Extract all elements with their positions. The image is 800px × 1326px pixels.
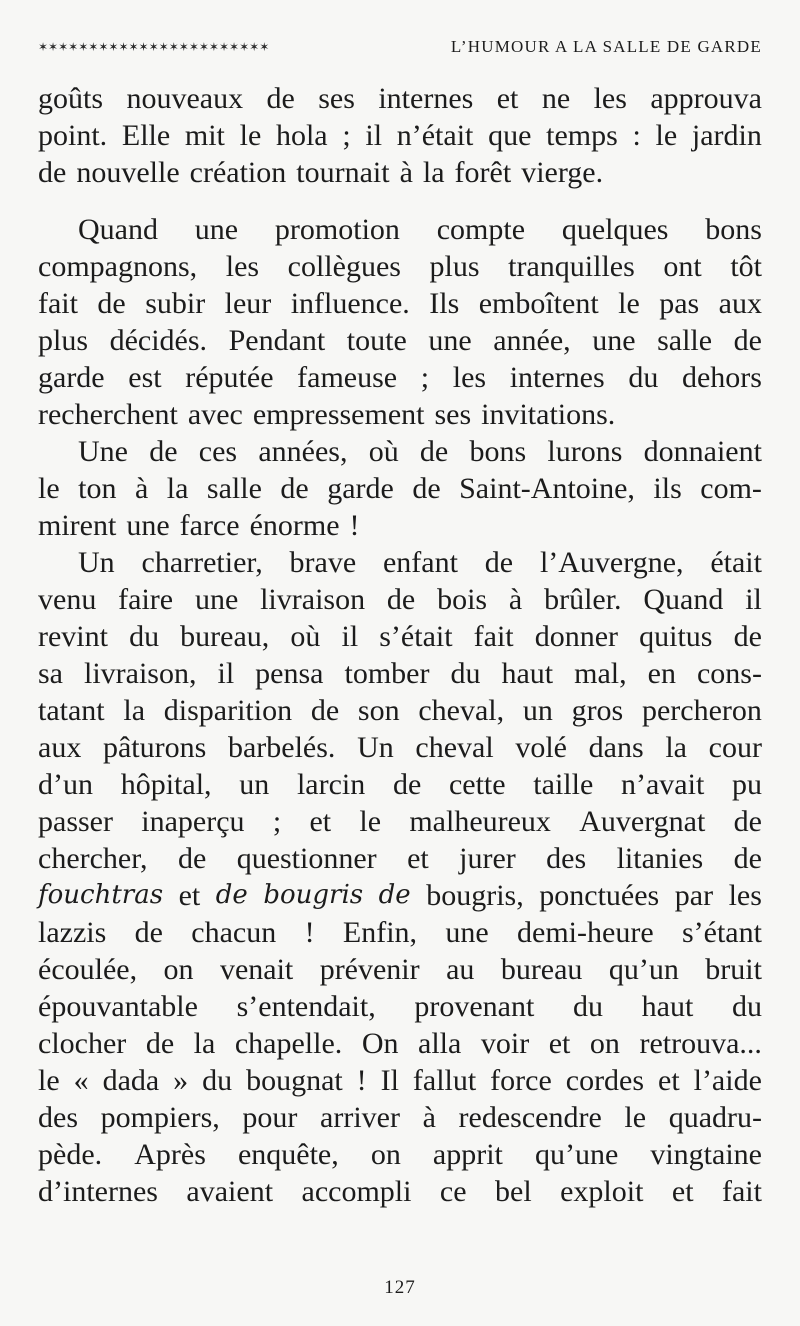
- word: et: [548, 1027, 571, 1060]
- text-line: [38, 470, 762, 507]
- word: et: [178, 879, 201, 912]
- word: fameuse: [297, 361, 398, 394]
- word: fait: [473, 620, 514, 653]
- word: de: [145, 1027, 175, 1060]
- word: de: [386, 583, 416, 616]
- word: demi-heure: [517, 916, 654, 949]
- text-line: [38, 322, 762, 359]
- word: tranquilles: [508, 250, 635, 283]
- word: énorme: [249, 509, 340, 542]
- word: recherchent: [38, 398, 178, 431]
- word: s’étant: [681, 916, 762, 949]
- text-line: [38, 618, 762, 655]
- word: goûts: [38, 82, 104, 115]
- word: son: [357, 694, 400, 727]
- word: plus: [429, 250, 480, 283]
- word: année,: [493, 324, 571, 357]
- word: nouvelle: [76, 156, 180, 189]
- word: garde: [327, 472, 394, 505]
- word: le: [239, 119, 262, 152]
- word: est: [128, 361, 162, 394]
- word: des: [38, 1101, 78, 1134]
- word: bons: [705, 213, 762, 246]
- word: et: [658, 1064, 680, 1097]
- word: bougris,: [426, 879, 524, 912]
- text-line: [38, 766, 762, 803]
- word: com-: [700, 472, 762, 505]
- word: donnaient: [643, 435, 762, 468]
- word: création: [189, 156, 287, 189]
- word: un: [239, 768, 270, 801]
- word: à: [134, 472, 149, 505]
- word: d’un: [38, 768, 93, 801]
- word: du: [450, 657, 481, 690]
- word: salle: [657, 324, 713, 357]
- word: influence.: [290, 287, 410, 320]
- word: bel: [495, 1175, 532, 1208]
- word: ces: [198, 435, 238, 468]
- page-number: 127: [384, 1277, 416, 1298]
- word: mit: [184, 119, 225, 152]
- word: farce: [179, 509, 240, 542]
- word: subir: [145, 287, 206, 320]
- word: mal,: [574, 657, 627, 690]
- word: de: [266, 82, 295, 115]
- ornament-border: ✶✶✶✶✶✶✶✶✶✶✶✶✶✶✶✶✶✶✶✶✶✶✶: [38, 40, 270, 54]
- word: de: [97, 287, 126, 320]
- word: fait: [722, 1175, 762, 1208]
- word: de: [310, 694, 340, 727]
- word: promotion: [274, 213, 400, 246]
- word: n’avait: [620, 768, 705, 801]
- word: livraison,: [84, 657, 197, 690]
- word: en: [647, 657, 676, 690]
- word: de: [134, 916, 163, 949]
- word: une: [592, 324, 636, 357]
- word: du: [731, 990, 762, 1023]
- word: jurer: [459, 842, 516, 875]
- word: cons-: [696, 657, 762, 690]
- word: pu: [731, 768, 762, 801]
- word: toute: [346, 324, 407, 357]
- word: de: [733, 842, 762, 875]
- word: litanies: [616, 842, 704, 875]
- word: au: [446, 953, 475, 986]
- word: bons: [469, 435, 527, 468]
- word: à: [422, 1101, 436, 1134]
- word: Une: [78, 435, 128, 468]
- word: arriver: [320, 1101, 400, 1134]
- word: pas: [659, 287, 700, 320]
- text-line: [38, 988, 762, 1025]
- word: la: [422, 156, 445, 189]
- text-line: [38, 877, 762, 914]
- word: d’internes: [38, 1175, 158, 1208]
- text-line: [38, 285, 762, 322]
- word: :: [632, 119, 641, 152]
- word: point.: [38, 119, 108, 152]
- word: le: [38, 472, 60, 505]
- text-line: [38, 914, 762, 951]
- word: Quand: [643, 583, 724, 616]
- word: de: [419, 435, 449, 468]
- word: cheval,: [418, 694, 505, 727]
- paragraph: [38, 211, 762, 433]
- word: Elle: [121, 119, 171, 152]
- word: ils: [653, 472, 682, 505]
- word: temps: [546, 119, 618, 152]
- word: exploit: [560, 1175, 644, 1208]
- word: il: [745, 583, 762, 616]
- word: à: [399, 156, 413, 189]
- word: haut: [641, 990, 694, 1023]
- word: Ils: [429, 287, 460, 320]
- text-line: [38, 248, 762, 285]
- word: vierge.: [521, 156, 604, 189]
- word: que: [488, 119, 532, 152]
- word: retrouva...: [639, 1027, 762, 1060]
- word: bureau,: [180, 620, 270, 653]
- italic-word: de: [215, 880, 248, 910]
- text-line: [38, 1025, 762, 1062]
- word: cour: [708, 731, 762, 764]
- italic-word: fouchtras: [38, 880, 164, 910]
- word: cheval: [415, 731, 494, 764]
- word: où: [290, 620, 321, 653]
- word: ton: [78, 472, 117, 505]
- word: enfant: [382, 546, 458, 579]
- word: un: [522, 694, 553, 727]
- word: force: [490, 1064, 552, 1097]
- word: tomber: [344, 657, 430, 690]
- word: une: [194, 213, 239, 246]
- word: internes: [378, 82, 474, 115]
- text-line: [38, 544, 762, 581]
- word: chercher,: [38, 842, 148, 875]
- word: avaient: [186, 1175, 274, 1208]
- word: clocher: [38, 1027, 127, 1060]
- word: enquête,: [237, 1138, 339, 1171]
- word: des: [546, 842, 587, 875]
- word: accompli: [301, 1175, 412, 1208]
- word: il: [365, 119, 383, 152]
- word: charretier,: [141, 546, 263, 579]
- word: aux: [38, 731, 82, 764]
- word: le: [655, 119, 678, 152]
- word: ses: [318, 82, 355, 115]
- italic-word: de: [378, 880, 411, 910]
- text-line: [38, 951, 762, 988]
- word: leur: [224, 287, 272, 320]
- word: du: [202, 1064, 233, 1097]
- word: Enfin,: [342, 916, 418, 949]
- word: le: [38, 1064, 60, 1097]
- word: quelques: [561, 213, 669, 246]
- word: pensa: [255, 657, 324, 690]
- running-head: [38, 34, 762, 60]
- word: inaperçu: [141, 805, 245, 838]
- word: bougnat: [246, 1064, 343, 1097]
- word: Quand: [78, 213, 158, 246]
- paragraph: [38, 433, 762, 544]
- word: la: [665, 731, 687, 764]
- word: il: [217, 657, 235, 690]
- word: ne: [541, 82, 571, 115]
- word: apprit: [432, 1138, 503, 1171]
- word: on: [370, 1138, 401, 1171]
- word: chacun: [191, 916, 277, 949]
- word: barbelés.: [227, 731, 336, 764]
- word: empressement: [252, 398, 425, 431]
- word: la: [193, 1027, 216, 1060]
- body-text: [38, 80, 762, 1210]
- word: dada: [102, 1064, 160, 1097]
- word: Il: [380, 1064, 399, 1097]
- text-line: [38, 1136, 762, 1173]
- word: voir: [480, 1027, 530, 1060]
- word: Saint-Antoine,: [459, 472, 635, 505]
- word: s’entendait,: [236, 990, 376, 1023]
- word: disparition: [163, 694, 293, 727]
- word: brûler.: [544, 583, 622, 616]
- text-line: [38, 359, 762, 396]
- word: une: [194, 583, 239, 616]
- word: !: [349, 509, 360, 542]
- word: avec: [187, 398, 243, 431]
- word: n’était: [396, 119, 474, 152]
- word: de: [149, 435, 178, 468]
- word: hôpital,: [120, 768, 212, 801]
- word: de: [733, 620, 762, 653]
- word: gros: [571, 694, 624, 727]
- word: bruit: [705, 953, 762, 986]
- word: Auvergnat: [579, 805, 706, 838]
- word: bureau: [500, 953, 583, 986]
- word: cette: [448, 768, 506, 801]
- word: quitus: [639, 620, 713, 653]
- word: dehors: [681, 361, 762, 394]
- word: la: [166, 472, 189, 505]
- word: compagnons,: [38, 250, 198, 283]
- word: de: [177, 842, 207, 875]
- text-line: [38, 803, 762, 840]
- word: la: [123, 694, 146, 727]
- word: et: [671, 1175, 694, 1208]
- word: pâturons: [102, 731, 207, 764]
- word: faire: [118, 583, 174, 616]
- word: fallut: [412, 1064, 477, 1097]
- word: à: [508, 583, 523, 616]
- text-line: [38, 1173, 762, 1210]
- word: jardin: [691, 119, 762, 152]
- word: salle: [206, 472, 262, 505]
- word: on: [163, 953, 194, 986]
- text-line: [38, 840, 762, 877]
- word: sa: [38, 657, 63, 690]
- word: Pendant: [228, 324, 326, 357]
- word: approuva: [650, 82, 762, 115]
- text-line: [38, 396, 762, 433]
- word: !: [304, 916, 315, 949]
- word: années,: [258, 435, 348, 468]
- word: larcin: [296, 768, 366, 801]
- word: était: [710, 546, 762, 579]
- italic-word: bougris: [263, 880, 364, 910]
- word: «: [73, 1064, 89, 1097]
- paragraph: [38, 80, 762, 191]
- word: où: [368, 435, 399, 468]
- word: Un: [78, 546, 115, 579]
- word: ce: [439, 1175, 467, 1208]
- word: ponctuées: [539, 879, 660, 912]
- word: les: [225, 250, 260, 283]
- text-line: [38, 117, 762, 154]
- word: internes: [509, 361, 605, 394]
- word: revint: [38, 620, 108, 653]
- word: épouvantable: [38, 990, 198, 1023]
- word: une: [126, 509, 170, 542]
- word: invitations.: [481, 398, 616, 431]
- word: les: [728, 879, 762, 912]
- word: tatant: [38, 694, 105, 727]
- word: les: [593, 82, 627, 115]
- word: l’Auvergne,: [539, 546, 684, 579]
- word: dans: [588, 731, 644, 764]
- word: une: [428, 324, 472, 357]
- word: tôt: [730, 250, 762, 283]
- word: lazzis: [38, 916, 107, 949]
- word: livraison: [260, 583, 366, 616]
- word: provenant: [414, 990, 535, 1023]
- text-line: [38, 692, 762, 729]
- word: l’aide: [693, 1064, 762, 1097]
- word: du: [573, 990, 603, 1023]
- word: de: [38, 156, 67, 189]
- text-line: [38, 729, 762, 766]
- text-line: [38, 1062, 762, 1099]
- word: de: [733, 324, 762, 357]
- word: il: [341, 620, 359, 653]
- running-head-title: L’HUMOUR A LA SALLE DE GARDE: [450, 37, 762, 56]
- word: les: [452, 361, 487, 394]
- word: fait: [38, 287, 78, 320]
- word: le: [624, 1101, 647, 1134]
- word: de: [733, 805, 762, 838]
- word: percheron: [641, 694, 762, 727]
- word: !: [356, 1064, 367, 1097]
- word: On: [361, 1027, 399, 1060]
- word: du: [628, 361, 659, 394]
- word: aux: [718, 287, 762, 320]
- word: pour: [242, 1101, 298, 1134]
- word: et: [407, 842, 429, 875]
- text-line: [38, 154, 762, 191]
- word: garde: [38, 361, 105, 394]
- word: qu’un: [608, 953, 679, 986]
- word: le: [618, 287, 640, 320]
- word: ses: [434, 398, 472, 431]
- text-line: [38, 507, 762, 544]
- word: plus: [38, 324, 89, 357]
- word: s’était: [379, 620, 453, 653]
- word: mirent: [38, 509, 117, 542]
- word: lurons: [547, 435, 623, 468]
- word: décidés.: [109, 324, 208, 357]
- paragraph: [38, 544, 762, 1210]
- word: Après: [134, 1138, 206, 1171]
- word: alla: [418, 1027, 462, 1060]
- word: pède.: [38, 1138, 103, 1171]
- text-line: [38, 655, 762, 692]
- word: on: [589, 1027, 620, 1060]
- text-line: [38, 433, 762, 470]
- word: ;: [420, 361, 430, 394]
- word: taille: [533, 768, 594, 801]
- word: venait: [219, 953, 294, 986]
- word: bois: [437, 583, 488, 616]
- word: ;: [272, 805, 282, 838]
- word: de: [280, 472, 309, 505]
- word: hola: [275, 119, 328, 152]
- word: venu: [38, 583, 97, 616]
- word: de: [484, 546, 514, 579]
- word: compte: [436, 213, 526, 246]
- word: prévenir: [319, 953, 420, 986]
- word: pompiers,: [100, 1101, 220, 1134]
- word: par: [674, 879, 714, 912]
- word: Un: [357, 731, 394, 764]
- word: et: [496, 82, 519, 115]
- word: malheureux: [409, 805, 551, 838]
- word: forêt: [454, 156, 512, 189]
- word: quadru-: [668, 1101, 762, 1134]
- word: de: [412, 472, 441, 505]
- word: écoulée,: [38, 953, 138, 986]
- paragraph-gap: [38, 191, 762, 211]
- word: cordes: [565, 1064, 645, 1097]
- word: donner: [534, 620, 619, 653]
- word: brave: [289, 546, 357, 579]
- word: redescendre: [458, 1101, 602, 1134]
- word: emboîtent: [478, 287, 599, 320]
- word: qu’une: [534, 1138, 619, 1171]
- word: une: [445, 916, 489, 949]
- word: vingtaine: [650, 1138, 762, 1171]
- text-line: [38, 1099, 762, 1136]
- word: de: [392, 768, 422, 801]
- word: du: [129, 620, 160, 653]
- word: haut: [501, 657, 554, 690]
- word: »: [173, 1064, 189, 1097]
- word: tournait: [296, 156, 390, 189]
- word: et: [309, 805, 332, 838]
- text-line: [38, 211, 762, 248]
- word: nouveaux: [126, 82, 244, 115]
- word: volé: [515, 731, 567, 764]
- word: ont: [663, 250, 702, 283]
- word: réputée: [185, 361, 274, 394]
- text-line: [38, 80, 762, 117]
- word: questionner: [236, 842, 377, 875]
- word: chapelle.: [234, 1027, 343, 1060]
- word: ;: [342, 119, 351, 152]
- word: passer: [38, 805, 113, 838]
- text-line: [38, 581, 762, 618]
- word: le: [359, 805, 382, 838]
- word: collègues: [287, 250, 401, 283]
